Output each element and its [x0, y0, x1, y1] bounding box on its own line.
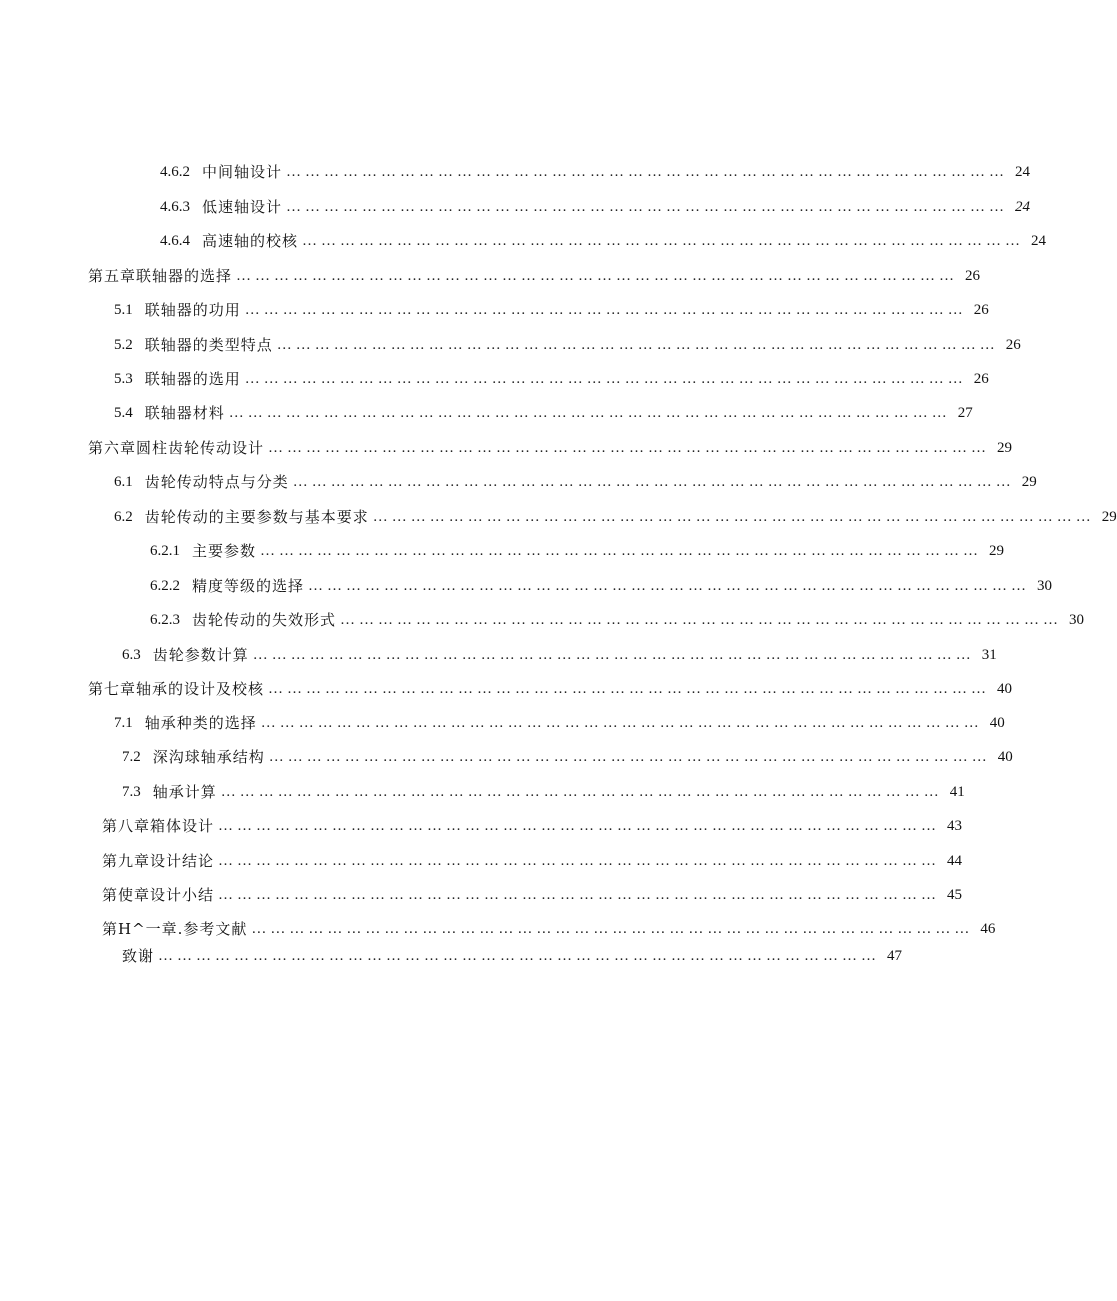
- toc-page-number: 31: [981, 647, 997, 663]
- toc-page-number: 26: [1005, 337, 1021, 353]
- toc-page-number: 30: [1069, 612, 1085, 628]
- toc-title: 齿轮传动的失效形式: [192, 611, 337, 629]
- toc-page-number: 24: [1015, 199, 1031, 215]
- toc-entry-acknowledgements[interactable]: [122, 944, 903, 968]
- toc-title: 第九章设计结论: [102, 852, 215, 870]
- dot-leader: ……………………………………………………………………………………………………: [268, 681, 991, 697]
- dot-leader: ……………………………………………………………………………………………………: [276, 337, 999, 353]
- toc-number: 4.6.2: [160, 164, 190, 180]
- dot-leader: ……………………………………………………………………………………………………: [308, 578, 1031, 594]
- toc-entry-chapter-8[interactable]: [102, 814, 963, 838]
- toc-title: 精度等级的选择: [192, 577, 305, 595]
- toc-title: 第七章轴承的设计及校核: [88, 680, 265, 698]
- toc-title: 联轴器的功用: [144, 301, 241, 319]
- dot-leader: ……………………………………………………………………………………………………: [228, 405, 951, 421]
- toc-page-number: 26: [973, 302, 989, 318]
- toc-title: 第使章设计小结: [102, 886, 215, 904]
- toc-number: 7.1: [114, 715, 133, 731]
- toc-title: 联轴器的选用: [144, 370, 241, 388]
- toc-page-number: 29: [1101, 509, 1117, 525]
- dot-leader: ……………………………………………………………………………………………………: [158, 948, 881, 964]
- toc-entry-6-1[interactable]: [114, 470, 1037, 494]
- toc-page-number: 40: [997, 681, 1013, 697]
- toc-title: 联轴器的类型特点: [144, 336, 273, 354]
- toc-entry-5-2[interactable]: [114, 333, 1021, 357]
- toc-page-number: 27: [957, 405, 973, 421]
- dot-leader: ……………………………………………………………………………………………………: [260, 543, 983, 559]
- toc-number: 6.2.3: [150, 612, 180, 628]
- toc-number: 4.6.4: [160, 233, 190, 249]
- toc-entry-4-6-4[interactable]: [160, 229, 1047, 253]
- toc-title: 齿轮参数计算: [152, 646, 249, 664]
- toc-page-number: 26: [973, 371, 989, 387]
- dot-leader: ……………………………………………………………………………………………………: [244, 371, 967, 387]
- toc-entry-7-1[interactable]: [114, 711, 1005, 735]
- toc-title: 低速轴设计: [202, 198, 283, 216]
- toc-title: 齿轮传动特点与分类: [144, 473, 289, 491]
- toc-entry-5-1[interactable]: [114, 298, 989, 322]
- toc-number: 6.3: [122, 647, 141, 663]
- dot-leader: ……………………………………………………………………………………………………: [372, 509, 1095, 525]
- toc-number: 6.2.1: [150, 543, 180, 559]
- toc-page-number: 43: [947, 818, 963, 834]
- toc-entry-4-6-3[interactable]: [160, 195, 1031, 219]
- toc-title: 主要参数: [192, 542, 257, 560]
- toc-page-number: 30: [1037, 578, 1053, 594]
- dot-leader: ……………………………………………………………………………………………………: [286, 199, 1009, 215]
- toc-number: 6.2: [114, 509, 133, 525]
- toc-title: 中间轴设计: [202, 163, 283, 181]
- toc-title: 第H^一章.参考文献: [102, 920, 248, 938]
- dot-leader: ……………………………………………………………………………………………………: [244, 302, 967, 318]
- toc-title: 深沟球轴承结构: [152, 748, 265, 766]
- toc-entry-6-2-2[interactable]: [150, 574, 1053, 598]
- toc-entry-chapter-7[interactable]: [88, 677, 1013, 701]
- toc-entry-6-2-3[interactable]: [150, 608, 1085, 632]
- toc-entry-5-3[interactable]: [114, 367, 989, 391]
- toc-number: 7.2: [122, 749, 141, 765]
- toc-title: 第六章圆柱齿轮传动设计: [88, 439, 265, 457]
- toc-title: 第八章箱体设计: [102, 817, 215, 835]
- toc-page-number: 29: [997, 440, 1013, 456]
- toc-title: 轴承计算: [152, 783, 217, 801]
- dot-leader: ……………………………………………………………………………………………………: [218, 887, 941, 903]
- toc-entry-5-4[interactable]: [114, 401, 973, 425]
- toc-entry-6-2-1[interactable]: [150, 539, 1005, 563]
- dot-leader: ……………………………………………………………………………………………………: [286, 164, 1009, 180]
- toc-page-number: 40: [997, 749, 1013, 765]
- toc-entry-4-6-2[interactable]: [160, 160, 1031, 184]
- toc-page-number: 47: [887, 948, 903, 964]
- toc-page-number: 46: [980, 921, 996, 937]
- dot-leader: ……………………………………………………………………………………………………: [260, 715, 983, 731]
- toc-page-number: 24: [1031, 233, 1047, 249]
- toc-title: 致谢: [122, 947, 155, 965]
- toc-title: 高速轴的校核: [202, 232, 299, 250]
- toc-entry-chapter-11[interactable]: [102, 917, 996, 941]
- toc-entry-chapter-10[interactable]: [102, 883, 963, 907]
- toc-title: 齿轮传动的主要参数与基本要求: [144, 508, 369, 526]
- toc-page-number: 41: [949, 784, 965, 800]
- toc-entry-chapter-9[interactable]: [102, 849, 963, 873]
- dot-leader: ……………………………………………………………………………………………………: [340, 612, 1063, 628]
- toc-page-number: 29: [1021, 474, 1037, 490]
- dot-leader: ……………………………………………………………………………………………………: [218, 853, 941, 869]
- dot-leader: ……………………………………………………………………………………………………: [251, 921, 974, 937]
- toc-title: 联轴器材料: [144, 404, 225, 422]
- dot-leader: ……………………………………………………………………………………………………: [252, 647, 975, 663]
- toc-entry-6-3[interactable]: [122, 643, 997, 667]
- dot-leader: ……………………………………………………………………………………………………: [292, 474, 1015, 490]
- toc-page-number: 24: [1015, 164, 1031, 180]
- toc-page-number: 29: [989, 543, 1005, 559]
- toc-number: 5.3: [114, 371, 133, 387]
- toc-number: 7.3: [122, 784, 141, 800]
- dot-leader: ……………………………………………………………………………………………………: [268, 440, 991, 456]
- toc-number: 6.1: [114, 474, 133, 490]
- toc-title: 第五章联轴器的选择: [88, 267, 233, 285]
- toc-number: 5.4: [114, 405, 133, 421]
- toc-number: 5.1: [114, 302, 133, 318]
- toc-title: 轴承种类的选择: [144, 714, 257, 732]
- toc-page-number: 45: [947, 887, 963, 903]
- toc-entry-7-3[interactable]: [122, 780, 965, 804]
- toc-number: 4.6.3: [160, 199, 190, 215]
- dot-leader: ……………………………………………………………………………………………………: [220, 784, 943, 800]
- toc-number: 6.2.2: [150, 578, 180, 594]
- dot-leader: ……………………………………………………………………………………………………: [302, 233, 1025, 249]
- toc-page-number: 26: [965, 268, 981, 284]
- dot-leader: ……………………………………………………………………………………………………: [268, 749, 991, 765]
- dot-leader: ……………………………………………………………………………………………………: [236, 268, 959, 284]
- toc-entry-chapter-5[interactable]: [88, 264, 981, 288]
- toc-entry-chapter-6[interactable]: [88, 436, 1013, 460]
- toc-page-number: 44: [947, 853, 963, 869]
- toc-entry-6-2[interactable]: [114, 505, 1117, 529]
- toc-page-number: 40: [989, 715, 1005, 731]
- toc-number: 5.2: [114, 337, 133, 353]
- dot-leader: ……………………………………………………………………………………………………: [218, 818, 941, 834]
- toc-entry-7-2[interactable]: [122, 745, 1013, 769]
